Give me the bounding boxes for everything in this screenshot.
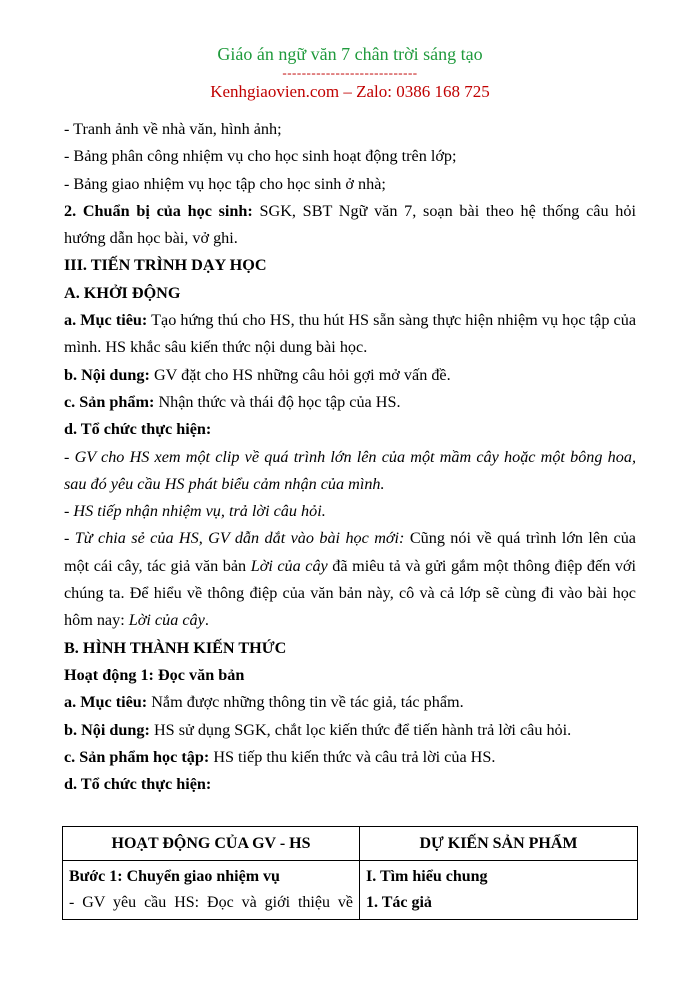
activity-intro: - Từ chia sẻ của HS, GV dẫn dắt vào bài học mới: xyxy=(64,529,405,548)
goal-label: a. Mục tiêu: xyxy=(64,311,148,330)
header-contact: Kenhgiaovien.com – Zalo: 0386 168 725 xyxy=(210,82,490,101)
step-label: Bước 1: Chuyển giao nhiệm vụ xyxy=(69,868,280,885)
activity-text: đã miêu tả và gửi gắm một thông điệp đến với chúng ta. Để hiểu về thông điệp của văn bản này, cô và cả lớp sẽ cùng đi vào bài học hôm nay: xyxy=(64,556,636,630)
header-divider: ---------------------------- xyxy=(282,65,418,80)
list-item: - Tranh ảnh về nhà văn, hình ảnh; xyxy=(64,120,282,138)
product-label: c. Sản phẩm: xyxy=(64,392,155,411)
goal-text: Nắm được những thông tin về tác giả, tác phẩm. xyxy=(147,693,464,712)
list-item: - Bảng giao nhiệm vụ học tập cho học sinh ở nhà; xyxy=(64,174,386,193)
activity-step: - HS tiếp nhận nhiệm vụ, trả lời câu hỏi. xyxy=(64,502,326,521)
product-paragraph xyxy=(64,744,636,771)
table-row xyxy=(63,861,638,920)
work-title: Lời của cây xyxy=(250,556,328,575)
product-subheading: 1. Tác giả xyxy=(366,894,432,911)
header-title: Giáo án ngữ văn 7 chân trời sáng tạo xyxy=(217,44,483,64)
product-label: c. Sản phẩm học tập: xyxy=(64,747,210,766)
activity-text: Cũng nói về quá trình lớn lên của một cái cây, tác giả văn bản xyxy=(64,529,636,575)
activity-text: . xyxy=(204,611,209,630)
list-item: - Bảng phân công nhiệm vụ cho học sinh hoạt động trên lớp; xyxy=(64,147,457,166)
work-title: Lời của cây xyxy=(128,611,205,630)
product-paragraph xyxy=(64,389,636,416)
section-heading-iii: III. TIẾN TRÌNH DẠY HỌC xyxy=(64,256,267,275)
activity-heading: Hoạt động 1: Đọc văn bản xyxy=(64,665,245,684)
table-cell-teacher-activity xyxy=(63,861,360,920)
product-text: Nhận thức và thái độ học tập của HS. xyxy=(154,392,401,411)
content-label: b. Nội dung: xyxy=(64,720,150,739)
table-header-cell: HOẠT ĐỘNG CỦA GV - HS xyxy=(63,827,360,861)
student-preparation xyxy=(64,198,636,253)
activity-step xyxy=(64,525,636,634)
content-paragraph xyxy=(64,362,636,389)
content-text: HS sử dụng SGK, chắt lọc kiến thức để tiến hành trả lời câu hỏi. xyxy=(149,720,572,739)
content-text: GV đặt cho HS những câu hỏi gợi mở vấn đề. xyxy=(149,365,451,384)
table-header-row xyxy=(63,827,638,861)
step-text: - GV yêu cầu HS: Đọc và giới thiệu về xyxy=(69,894,353,911)
section-heading-a: A. KHỞI ĐỘNG xyxy=(64,283,181,302)
table-cell-expected-product xyxy=(360,861,638,920)
organization-heading: d. Tổ chức thực hiện: xyxy=(64,775,212,794)
student-preparation-label: 2. Chuẩn bị của học sinh: xyxy=(64,201,253,220)
activity-step: - GV cho HS xem một clip về quá trình lớn lên của một mầm cây hoặc một bông hoa, sau đó yêu cầu HS phát biểu cảm nhận của mình. xyxy=(64,447,636,493)
content-paragraph xyxy=(64,717,636,744)
goal-paragraph xyxy=(64,307,636,362)
goal-paragraph xyxy=(64,689,636,716)
document-body xyxy=(64,116,636,798)
organization-heading: d. Tổ chức thực hiện: xyxy=(64,420,212,439)
product-heading: I. Tìm hiểu chung xyxy=(366,868,488,885)
student-preparation-text: SGK, SBT Ngữ văn 7, soạn bài theo hệ thống câu hỏi hướng dẫn học bài, vở ghi. xyxy=(64,201,636,248)
content-label: b. Nội dung: xyxy=(64,365,150,384)
goal-label: a. Mục tiêu: xyxy=(64,693,148,712)
lesson-table xyxy=(62,826,638,920)
product-text: HS tiếp thu kiến thức và câu trả lời của HS. xyxy=(209,747,496,766)
table-header-cell: DỰ KIẾN SẢN PHẨM xyxy=(360,827,638,861)
page-header xyxy=(0,44,700,102)
goal-text: Tạo hứng thú cho HS, thu hút HS sẵn sàng thực hiện nhiệm vụ học tập của mình. HS khắc sâu kiến thức nội dung bài học. xyxy=(64,311,637,357)
section-heading-b: B. HÌNH THÀNH KIẾN THỨC xyxy=(64,638,287,657)
